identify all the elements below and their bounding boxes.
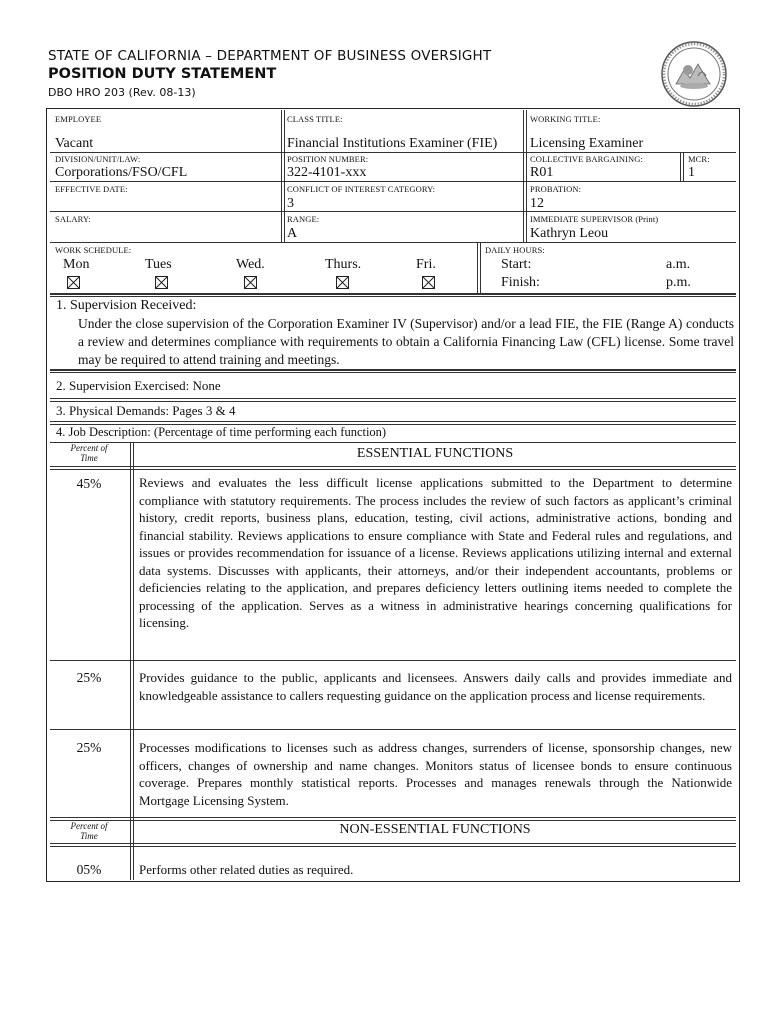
function-description: Provides guidance to the public, applicants and licensees. Answers daily calls and provides immediate and knowledgeable assistance to callers requesting guidance on the application process and license requirements. [139, 670, 732, 703]
bargaining-label: COLLECTIVE BARGAINING: [530, 154, 643, 164]
day-tues: Tues [145, 257, 172, 272]
range-label: RANGE: [287, 214, 320, 224]
class-title-value[interactable]: Financial Institutions Examiner (FIE) [287, 136, 498, 151]
function-percent: 05% [76, 862, 102, 877]
function-description: Performs other related duties as required. [139, 862, 354, 877]
state-seal-icon [660, 40, 728, 108]
class-title-label: CLASS TITLE: [287, 114, 343, 124]
division-label: DIVISION/UNIT/LAW: [55, 154, 141, 164]
finish-label: Finish: [501, 275, 540, 290]
conflict-label: CONFLICT OF INTEREST CATEGORY: [287, 184, 436, 194]
percent-of-time-label: Percent of Time [70, 443, 108, 463]
supervision-exercised: 2. Supervision Exercised: None [56, 378, 221, 393]
agency-heading: STATE OF CALIFORNIA – DEPARTMENT OF BUSINESS OVERSIGHT [48, 48, 492, 64]
non-essential-functions-heading: NON-ESSENTIAL FUNCTIONS [339, 822, 531, 837]
checkbox-wed[interactable] [244, 276, 257, 289]
day-fri: Fri. [416, 257, 436, 272]
day-thurs: Thurs. [325, 257, 362, 272]
start-label: Start: [501, 257, 532, 272]
essential-functions-heading: ESSENTIAL FUNCTIONS [356, 446, 514, 461]
division-value[interactable]: Corporations/FSO/CFL [55, 165, 188, 180]
supervisor-value[interactable]: Kathryn Leou [530, 226, 609, 241]
form-id: DBO HRO 203 (Rev. 08-13) [48, 86, 196, 99]
supervision-received-body: Under the close supervision of the Corporation Examiner IV (Supervisor) and/or a lead FIE, the FIE (Range A) conducts a review and determines compliance with requirements to obtain a California Financing Law (CFL) license. Some travel may be required to attend training and meetings. [78, 316, 734, 367]
day-wed: Wed. [236, 257, 265, 272]
supervision-received-title: 1. Supervision Received: [56, 298, 197, 313]
document-title: POSITION DUTY STATEMENT [48, 66, 277, 82]
am-label: a.m. [666, 257, 691, 272]
mcr-value[interactable]: 1 [688, 165, 695, 180]
conflict-value[interactable]: 3 [287, 196, 294, 211]
checkbox-mon[interactable] [67, 276, 80, 289]
function-description: Reviews and evaluates the less difficult license applications submitted to the Department to determine compliance with statutory requirements. The process includes the review of such factors as applicant’s criminal history, credit reports, business plans, education, testing, civil actions, administrative actions, bonding and financial stability. Reviews applications to ensure compliance with State and Federal rules and regulations, and issues or provides recommendation for issuance of a license. Reviews applications utilizing internal and external data systems. Discusses with applicants, their attorneys, and/or their independent accountants, problems or deficiencies relating to the application, and prepares deficiency letters outlining items needed to complete the processing of the application. Serves as a witness in administrative hearings concerning qualifications for licensing. [139, 475, 732, 630]
range-value[interactable]: A [287, 226, 298, 241]
salary-label: SALARY: [55, 214, 91, 224]
job-description: 4. Job Description: (Percentage of time performing each function) [56, 425, 387, 439]
probation-value[interactable]: 12 [530, 196, 544, 211]
employee-label: EMPLOYEE [55, 114, 102, 124]
mcr-label: MCR: [688, 154, 710, 164]
work-schedule-label: WORK SCHEDULE: [55, 245, 132, 255]
bargaining-value[interactable]: R01 [530, 165, 554, 180]
function-description: Processes modifications to licenses such as address changes, surrenders of license, sponsorship changes, new officers, changes of ownership and name changes. Monitors status of licensee bonds to ensure continuous coverage. Prepares monthly statistical reports. Processes and manages renewals through the Nationwide Mortgage Licensing System. [139, 740, 732, 808]
function-percent: 25% [76, 740, 102, 755]
function-percent: 25% [76, 670, 102, 685]
daily-hours-label: DAILY HOURS: [485, 245, 545, 255]
percent-of-time-label: Percent of Time [70, 821, 108, 841]
working-title-label: WORKING TITLE: [530, 114, 601, 124]
checkbox-fri[interactable] [422, 276, 435, 289]
checkbox-thurs[interactable] [336, 276, 349, 289]
supervisor-label: IMMEDIATE SUPERVISOR (Print) [530, 214, 659, 224]
working-title-value[interactable]: Licensing Examiner [530, 136, 644, 151]
position-number-label: POSITION NUMBER: [287, 154, 369, 164]
physical-demands: 3. Physical Demands: Pages 3 & 4 [56, 403, 236, 418]
day-mon: Mon [63, 257, 90, 272]
position-number-value[interactable]: 322-4101-xxx [287, 165, 367, 180]
employee-value[interactable]: Vacant [55, 136, 94, 151]
checkbox-tues[interactable] [155, 276, 168, 289]
function-percent: 45% [76, 476, 102, 491]
pm-label: p.m. [666, 275, 691, 290]
probation-label: PROBATION: [530, 184, 582, 194]
effective-date-label: EFFECTIVE DATE: [55, 184, 128, 194]
